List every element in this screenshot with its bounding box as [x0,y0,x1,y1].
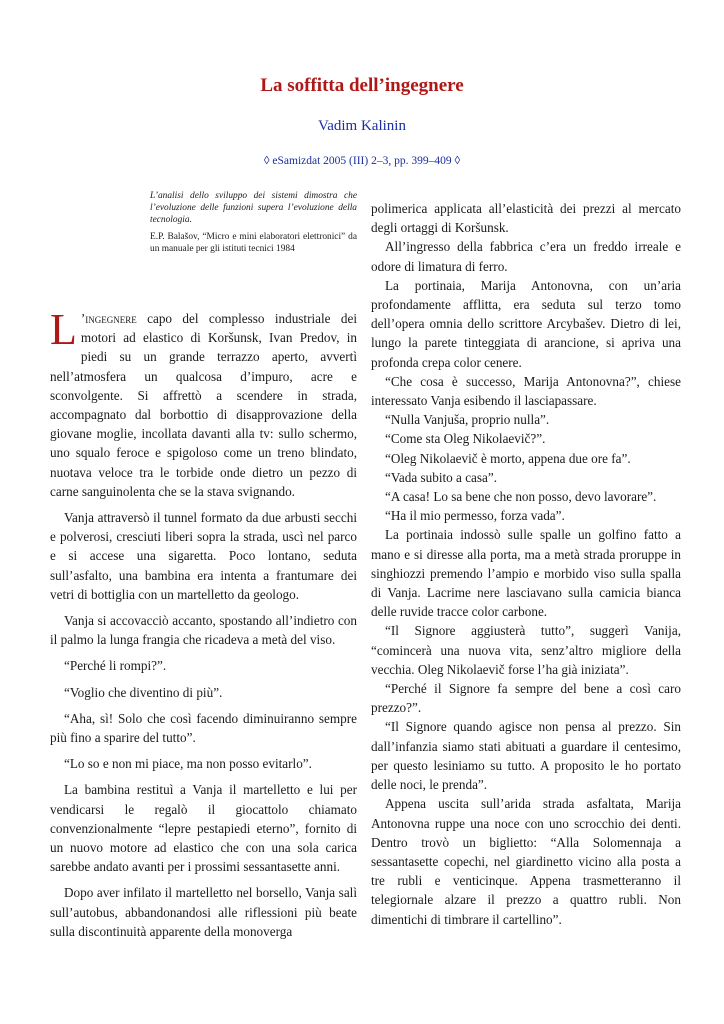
first-paragraph-text: capo del complesso industriale dei motori ad elastico di Koršunsk, Ivan Predov, in piedi su un grande terrazzo aperto, avvertì nell’atmosfera un qualcosa d’impuro, acre e sconvolgente. Si affrettò a scendere in strada, accompagnato dal borbottio di disapprovazione della giovane moglie, incollata davanti alla tv: sullo schermo, uno squalo feroce e spigoloso come un treno blindato, nuotava veloce tra le torbide onde dietro un pezzo di carne sanguinolenta che se la stava svignando. [50,311,357,499]
body-paragraph: “Come sta Oleg Nikolaevič?”. [385,431,546,447]
body-paragraph: Dopo aver infilato il martelletto nel borsello, Vanja salì sull’autobus, abbandonandosi alle riflessioni più beate sulla discontinuità apparente della monoverga [50,885,357,939]
left-column [50,305,357,941]
body-paragraph: La portinaia indossò sulle spalle un golfino fatto a mano e si diresse alla porta, ma a metà strada proruppe in singhiozzi premendo l’ampio e morbido viso sulla spalla di Vanja. Lacrime nere lasciavano sulla camicia bianca delle ruvide tracce color carbone. [371,527,681,620]
body-paragraph: “Ha il mio permesso, forza vada”. [385,508,565,524]
opening-words: ’ingegnere [80,311,137,326]
article-title: La soffitta dell’ingegnere [260,75,464,96]
body-paragraph: “Oleg Nikolaevič è morto, appena due ore fa”. [385,450,631,466]
article-citation: ◊ eSamizdat 2005 (III) 2–3, pp. 399–409 ◊ [263,155,461,167]
body-paragraph: “Nulla Vanjuša, proprio nulla”. [385,412,550,428]
body-paragraph: “Vada subito a casa”. [385,469,498,485]
body-paragraph: Vanja attraversò il tunnel formato da due arbusti secchi e polverosi, cresciuti liberi sopra la strada, uscì nel parco e si accese una sigaretta. Poco lontano, seduta sull’asfalto, una bambina era intenta a frantumare dei vetri di bottiglia con un martelletto da geologo. [50,510,357,602]
right-column [371,199,681,929]
body-paragraph: “A casa! Lo sa bene che non posso, devo lavorare”. [385,489,657,505]
body-paragraph: “Voglio che diventino di più”. [64,684,223,700]
body-paragraph: “Il Signore aggiusterà tutto”, suggerì Vanija, “comincerà una nuova vita, senz’altro migliore della vecchia. Oleg Nikolaevič forse l’ha già iniziata”. [371,623,681,677]
first-paragraph [50,305,357,501]
body-paragraph: “Perché li rompi?”. [64,658,167,674]
body-paragraph: Appena uscita sull’arida strada asfaltata, Marija Antonovna ruppe una noce con uno scrocchio dei denti. Dentro trovò un biglietto: “Alla Solomennaja a sessantasette copechi, nel giardinetto vicino alla posta a tre rubli e venticinque. Appena trasmetteranno il telegiornale alzare il prezzo a quattro rubli. Non dimentichi di timbrare il cartellino”. [371,796,681,927]
article-author: Vadim Kalinin [318,118,406,134]
body-paragraph: Vanja si accovacciò accanto, spostando all’indietro con il palmo la lunga frangia che ricadeva a metà del viso. [50,613,357,648]
body-paragraph: La bambina restituì a Vanja il martelletto e lui per vendicarsi le regalò il giocattolo chiamato convenzionalmente “lepre pestapiedi eterno”, fornito di un nuovo motore ad elastico che con una sola carica sarebbe andato avanti per i prossimi sessantasette anni. [50,782,357,875]
epigraph-source: E.P. Balašov, “Micro e mini elaboratori elettronici” da un manuale per gli istituti tecnici 1984 [150,231,357,254]
body-paragraph: “Aha, sì! Solo che così facendo diminuiranno sempre più fino a sparire del tutto”. [50,710,357,746]
body-paragraph: “Perché il Signore fa sempre del bene a così caro prezzo?”. [371,681,681,716]
epigraph [150,190,357,259]
body-paragraph: polimerica applicata all’elasticità dei prezzi al mercato degli ortaggi di Koršunsk. [371,201,681,236]
body-paragraph: All’ingresso della fabbrica c’era un freddo irreale e odore di limatura di ferro. [371,239,681,274]
body-paragraph: La portinaia, Marija Antonovna, con un’aria profondamente afflitta, era seduta sul terzo tomo dell’opera omnia dello scrittore Arcybašev. Dietro di lei, lungo la parete tinteggiata di arancione, si apriva una profonda crepa color cenere. [371,277,681,370]
body-paragraph: “Lo so e non mi piace, ma non posso evitarlo”. [64,756,312,772]
body-paragraph: “Che cosa è successo, Marija Antonovna?”, chiese interessato Vanja esibendo il lasciapassare. [371,373,681,409]
body-paragraph: “Il Signore quando agisce non pensa al prezzo. Sin dall’infanzia siamo stati abituati a guardare il centesimo, per questo lesiniamo su tutto. A proposito le ho portato delle noci, le prenda”. [371,719,681,793]
epigraph-quote: L’analisi dello sviluppo dei sistemi dimostra che l’evoluzione delle funzioni supera l’evoluzione della tecnologia. [150,191,357,226]
drop-cap: L [50,305,77,354]
